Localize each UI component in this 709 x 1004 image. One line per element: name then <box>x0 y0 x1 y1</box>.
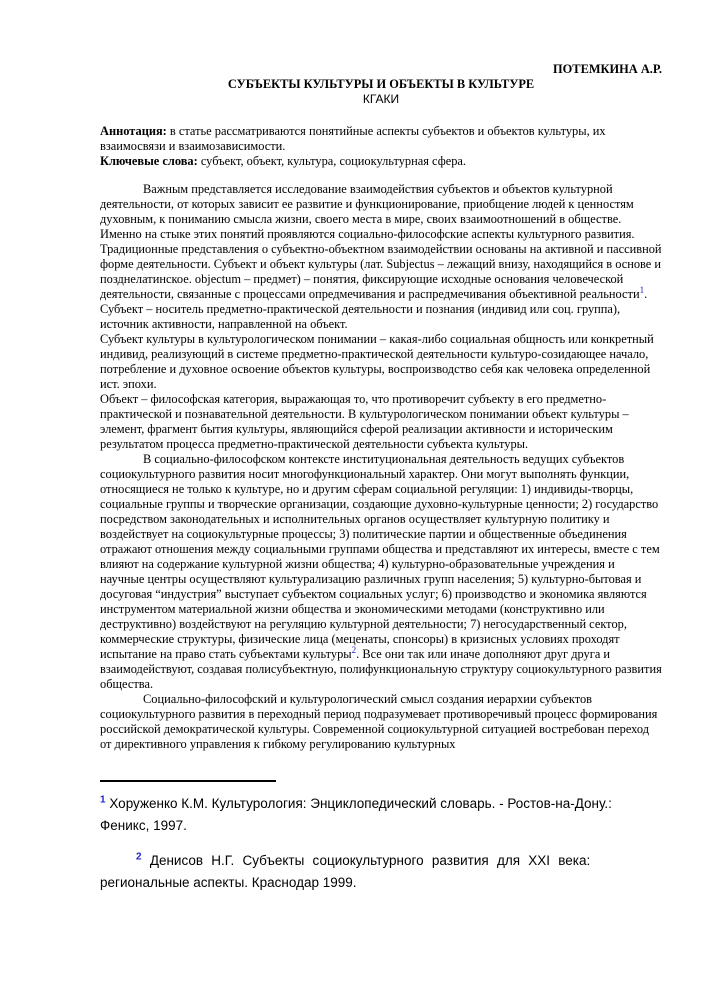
paragraph-2-text: Традиционные представления о субъектно-объектном взаимодействии основаны на активной и пассивной форме деятельности. Субъект и объект культуры (лат. Subjectus – лежащий внизу, находящийся в основе и позднелатинское. objectum – предмет) – понятия, фиксирующие исходные основания человеческой деятельности, связанные с процессами опредмечивания и распредмечивания объективной реальности <box>100 242 662 301</box>
abstract-text: в статье рассматриваются понятийные аспекты субъектов и объектов культуры, их взаимосвязи и взаимозависимости. <box>100 124 606 153</box>
footnote-2-line-2: региональные аспекты. Краснодар 1999. <box>100 875 357 890</box>
article-body <box>100 182 662 752</box>
footnote-ref-2: 2 <box>351 644 357 655</box>
paragraph-6 <box>100 452 662 692</box>
abstract-label: Аннотация: <box>100 124 167 138</box>
footnote-1-line-2: Феникс, 1997. <box>100 818 187 833</box>
paragraph-2-tail: . <box>644 287 648 301</box>
footnote-2-marker: 2 <box>136 851 142 863</box>
footnote-separator <box>100 780 276 782</box>
footnote-2-text: Денисов Н.Г. Субъекты социокультурного развития для XXI века: <box>149 853 591 868</box>
paragraph-7: Социально-философский и культурологический смысл создания иерархии субъектов социокультурного развития в переходный период подразумевает противоречивый процесс формирования российской демократической культуры. Современной социокультурной ситуацией востребован переход от директивного управления к гибкому регулированию культурных <box>100 692 658 751</box>
keywords-label: Ключевые слова: <box>100 154 198 168</box>
affiliation: КГАКИ <box>362 92 400 106</box>
keywords-block <box>100 154 662 169</box>
footnote-2-line-1 <box>100 850 662 872</box>
footnote-1-text: Хоруженко К.М. Культурология: Энциклопедический словарь. - Ростов-на-Дону.: <box>109 796 612 811</box>
paragraph-3: Субъект – носитель предметно-практической деятельности и познания (индивид или соц. группа), источник активности, направленной на объект. <box>100 302 621 331</box>
footnote-ref-1: 1 <box>639 284 645 295</box>
footnote-1-marker: 1 <box>100 794 106 806</box>
paragraph-4: Субъект культуры в культурологическом понимании – какая-либо социальная общность или конкретный индивид, реализующий в системе предметно-практической деятельности культуро-созидающее начало, потребление и духовное освоение объектов культуры, воспроизводство себя как человека определенной ист. эпохи. <box>100 332 654 391</box>
author-name: ПОТЕМКИНА А.Р. <box>553 62 662 76</box>
abstract-block <box>100 124 662 154</box>
footnote-2 <box>100 850 662 894</box>
footnote-1 <box>100 793 662 837</box>
keywords-text: субъект, объект, культура, социокультурная сфера. <box>200 154 467 168</box>
paragraph-6-text: В социально-философском контексте институциональная деятельность ведущих субъектов социокультурного развития носит многофункциональный характер. Они могут выполнять функции, относящиеся не только к культуре, но и другим сферам социальной регуляции: 1) индивиды-творцы, социальные группы и творческие организации, создающие духовно-культурные ценности; 2) государство посредством законодательных и исполнительных органов осуществляет культурную политику и воздействует на социокультурные процессы; 3) политические партии и общественные объединения отражают отношения между социальными группами общества и представляют их интересы, вместе с тем влияют на содержание культурной жизни общества; 4) культурно-образовательные учреждения и научные центры осуществляют культурализацию различных групп населения; 5) культурно-бытовая и досуговая “индустрия” выступает субъектом социальных услуг; 6) производство и экономика являются инструментом материальной жизни общества и экономическими методами (конструктивно или деструктивно) воздействуют на регуляцию культурной деятельности; 7) негосударственный сектор, коммерческие структуры, физические лица (меценаты, спонсоры) в кризисных условиях проходят испытание на право стать субъектами культуры <box>100 452 660 661</box>
paragraph-1: Важным представляется исследование взаимодействия субъектов и объектов культурной деятельности, от которых зависит ее развитие и функционирование, приобщение людей к ценностям духовным, к пониманию смысла жизни, своего места в мире, своих взаимоотношений в обществе. Именно на стыке этих понятий проявляются социально-философские аспекты культурного развития. <box>100 182 635 241</box>
paragraph-6-tail: . Все они так или иначе дополняют друг друга и взаимодействуют, создавая полисубъектную, полифункциональную структуру социокультурного развития общества. <box>100 647 662 691</box>
footnote-1-line-1 <box>100 793 662 815</box>
paragraph-5: Объект – философская категория, выражающая то, что противоречит субъекту в его предметно-практической и познавательной деятельности. В культурологическом понимании объект культуры – элемент, фрагмент бытия культуры, являющийся сферой реализации активности и историческим результатом процесса предметно-практической деятельности субъекта культуры. <box>100 392 629 451</box>
article-title: СУБЪЕКТЫ КУЛЬТУРЫ И ОБЪЕКТЫ В КУЛЬТУРЕ <box>227 77 535 91</box>
paragraph-2 <box>100 242 662 302</box>
footnotes-section <box>100 780 662 894</box>
